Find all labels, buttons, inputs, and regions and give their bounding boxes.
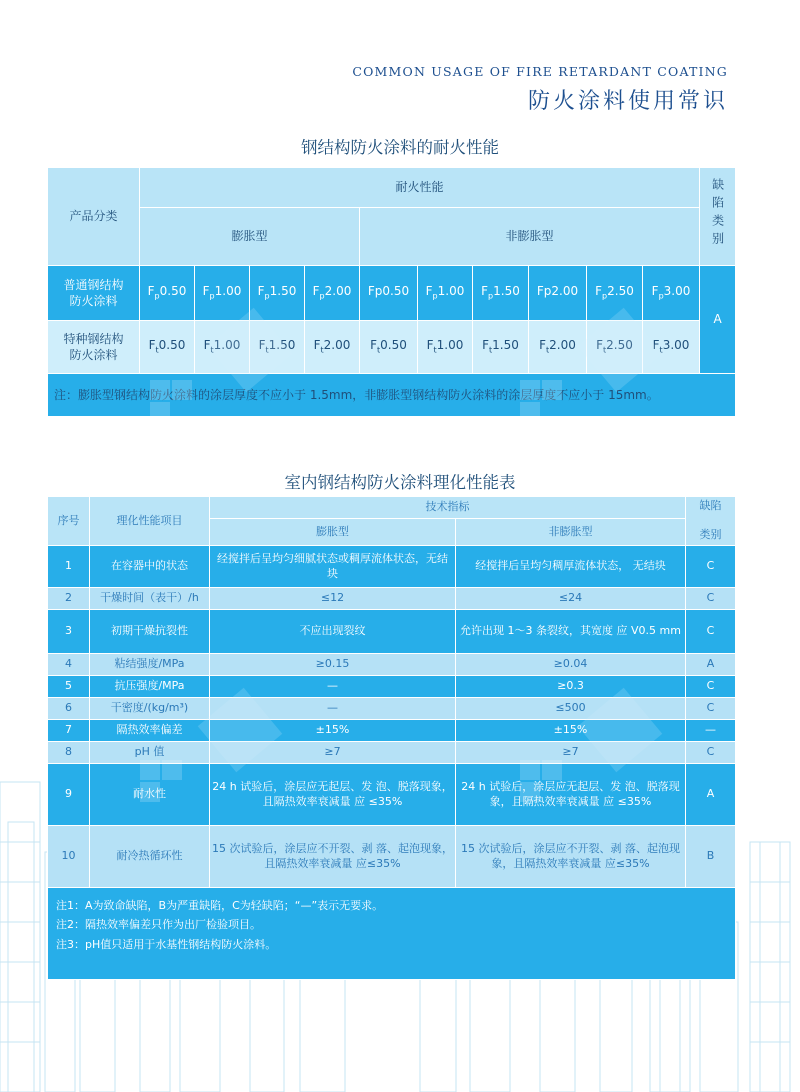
cell-d: C (686, 610, 736, 654)
fire-rating-cell: $F_t1.00$ (418, 321, 473, 374)
cell-item: 隔热效率偏差 (90, 720, 210, 742)
fire-rating-cell: $F_t1.00$ (195, 321, 250, 374)
cell-d: C (686, 546, 736, 588)
table2-title: 室内钢结构防火涂料理化性能表 (284, 473, 516, 492)
cell-no: 6 (48, 698, 90, 720)
cell-d: — (686, 720, 736, 742)
cell-item: 初期干燥抗裂性 (90, 610, 210, 654)
col-fire-performance: 耐火性能 (140, 168, 700, 208)
header-non-intumescent: 非膨胀型 (456, 519, 686, 546)
note-line: 注1：A为致命缺陷，B为严重缺陷，C为轻缺陷；“—”表示无要求。 (56, 899, 384, 912)
table-row (48, 720, 736, 742)
cell-non: 经搅拌后呈均匀稠厚流体状态， 无结块 (456, 546, 686, 588)
cell-exp: ≥0.15 (210, 654, 456, 676)
table1-note: 注：膨胀型钢结构防火涂料的涂层厚度不应小于 1.5mm，非膨胀型钢结构防火涂料的涂层厚度不应小于 15mm。 (48, 374, 736, 417)
fire-rating-cell: $F_t0.50$ (360, 321, 418, 374)
cell-no: 9 (48, 764, 90, 826)
physchem-table (47, 496, 736, 980)
fire-rating-cell: $F_t2.50$ (587, 321, 643, 374)
cell-item: 在容器中的状态 (90, 546, 210, 588)
fire-rating-cell: $F_p2.50$ (587, 266, 643, 321)
fire-rating-cell: $F_p1.50$ (473, 266, 529, 321)
cell-item: pH 值 (90, 742, 210, 764)
header-spec: 技术指标 (210, 497, 686, 519)
fire-rating-cell: $F_p1.00$ (195, 266, 250, 321)
cell-no: 3 (48, 610, 90, 654)
type-intumescent: 膨胀型 (140, 208, 360, 266)
table-row (48, 826, 736, 888)
cell-no: 2 (48, 588, 90, 610)
cell-non: 15 次试验后，涂层应不开裂、剥 落、起泡现象，且隔热效率衰减量 应≤35% (456, 826, 686, 888)
cell-no: 10 (48, 826, 90, 888)
cell-no: 8 (48, 742, 90, 764)
defect-grade-cell: A (700, 266, 736, 374)
table-row (48, 676, 736, 698)
table-row (48, 698, 736, 720)
row-special-steel-label: 特种钢结构 防火涂料 (48, 321, 140, 374)
cell-non: ≤24 (456, 588, 686, 610)
cell-no: 7 (48, 720, 90, 742)
row-ordinary-steel-label: 普通钢结构 防火涂料 (48, 266, 140, 321)
cell-d: A (686, 764, 736, 826)
fire-rating-cell: $F_t0.50$ (140, 321, 195, 374)
cell-exp: 不应出现裂纹 (210, 610, 456, 654)
fire-rating-cell: $F_t2.00$ (529, 321, 587, 374)
table-row (48, 764, 736, 826)
cell-d: C (686, 588, 736, 610)
cell-item: 耐冷热循环性 (90, 826, 210, 888)
cell-non: ±15% (456, 720, 686, 742)
cell-non: ≥0.3 (456, 676, 686, 698)
cell-exp: ±15% (210, 720, 456, 742)
cell-non: 24 h 试验后，涂层应无起层、发 泡、脱落现象，且隔热效率衰减量 应 ≤35% (456, 764, 686, 826)
cell-non: 允许出现 1～3 条裂纹，其宽度 应 V0.5 mm (456, 610, 686, 654)
header-item: 理化性能项目 (90, 497, 210, 546)
cell-non: ≥0.04 (456, 654, 686, 676)
fire-rating-cell: $F_t3.00$ (643, 321, 700, 374)
cell-exp: — (210, 698, 456, 720)
table-row (48, 610, 736, 654)
cell-exp: 15 次试验后，涂层应不开裂、剥 落、起泡现象，且隔热效率衰减量 应≤35% (210, 826, 456, 888)
cell-d: C (686, 742, 736, 764)
header-chinese-title: 防火涂料使用常识 (527, 89, 728, 114)
fire-rating-cell: $F_p0.50$ (140, 266, 195, 321)
cell-exp: — (210, 676, 456, 698)
fire-rating-cell: $F_p2.00$ (305, 266, 360, 321)
table-row (48, 654, 736, 676)
header-no: 序号 (48, 497, 90, 546)
cell-item: 耐水性 (90, 764, 210, 826)
fire-rating-cell: Fp0.50 (360, 266, 418, 321)
table1-title: 钢结构防火涂料的耐火性能 (301, 138, 499, 157)
cell-d: C (686, 698, 736, 720)
cell-item: 粘结强度/MPa (90, 654, 210, 676)
cell-no: 1 (48, 546, 90, 588)
cell-exp: 经搅拌后呈均匀细腻状态或稠厚流体状态，无结块 (210, 546, 456, 588)
header-defect: 缺陷 类别 (686, 497, 736, 546)
table-row (48, 546, 736, 588)
col-product-category: 产品分类 (48, 168, 140, 266)
fire-rating-cell: $F_p1.50$ (250, 266, 305, 321)
cell-non: ≥7 (456, 742, 686, 764)
cell-d: B (686, 826, 736, 888)
cell-no: 4 (48, 654, 90, 676)
note-line: 注3：pH值只适用于水基性钢结构防火涂料。 (56, 937, 277, 951)
table2-notes (48, 888, 736, 980)
fire-rating-cell: $F_t2.00$ (305, 321, 360, 374)
cell-exp: 24 h 试验后，涂层应无起层、发 泡、脱落现象，且隔热效率衰减量 应 ≤35% (210, 764, 456, 826)
cell-d: A (686, 654, 736, 676)
table-row (48, 742, 736, 764)
fire-rating-cell: $F_t1.50$ (473, 321, 529, 374)
table-row (48, 588, 736, 610)
header-intumescent: 膨胀型 (210, 519, 456, 546)
fire-resistance-table (47, 167, 736, 417)
cell-exp: ≥7 (210, 742, 456, 764)
cell-item: 干燥时间（表干）/h (90, 588, 210, 610)
note-line: 注2：隔热效率偏差只作为出厂检验项目。 (56, 918, 261, 932)
cell-d: C (686, 676, 736, 698)
cell-item: 干密度/(kg/m³) (90, 698, 210, 720)
cell-non: ≤500 (456, 698, 686, 720)
fire-rating-cell: $F_t1.50$ (250, 321, 305, 374)
fire-rating-cell: $F_p3.00$ (643, 266, 700, 321)
fire-rating-cell: $F_p1.00$ (418, 266, 473, 321)
type-non-intumescent: 非膨胀型 (360, 208, 700, 266)
header-english-title: COMMON USAGE OF FIRE RETARDANT COATING (352, 64, 728, 79)
cell-no: 5 (48, 676, 90, 698)
cell-exp: ≤12 (210, 588, 456, 610)
col-defect-category: 缺陷类别 (700, 168, 736, 266)
fire-rating-cell: Fp2.00 (529, 266, 587, 321)
cell-item: 抗压强度/MPa (90, 676, 210, 698)
